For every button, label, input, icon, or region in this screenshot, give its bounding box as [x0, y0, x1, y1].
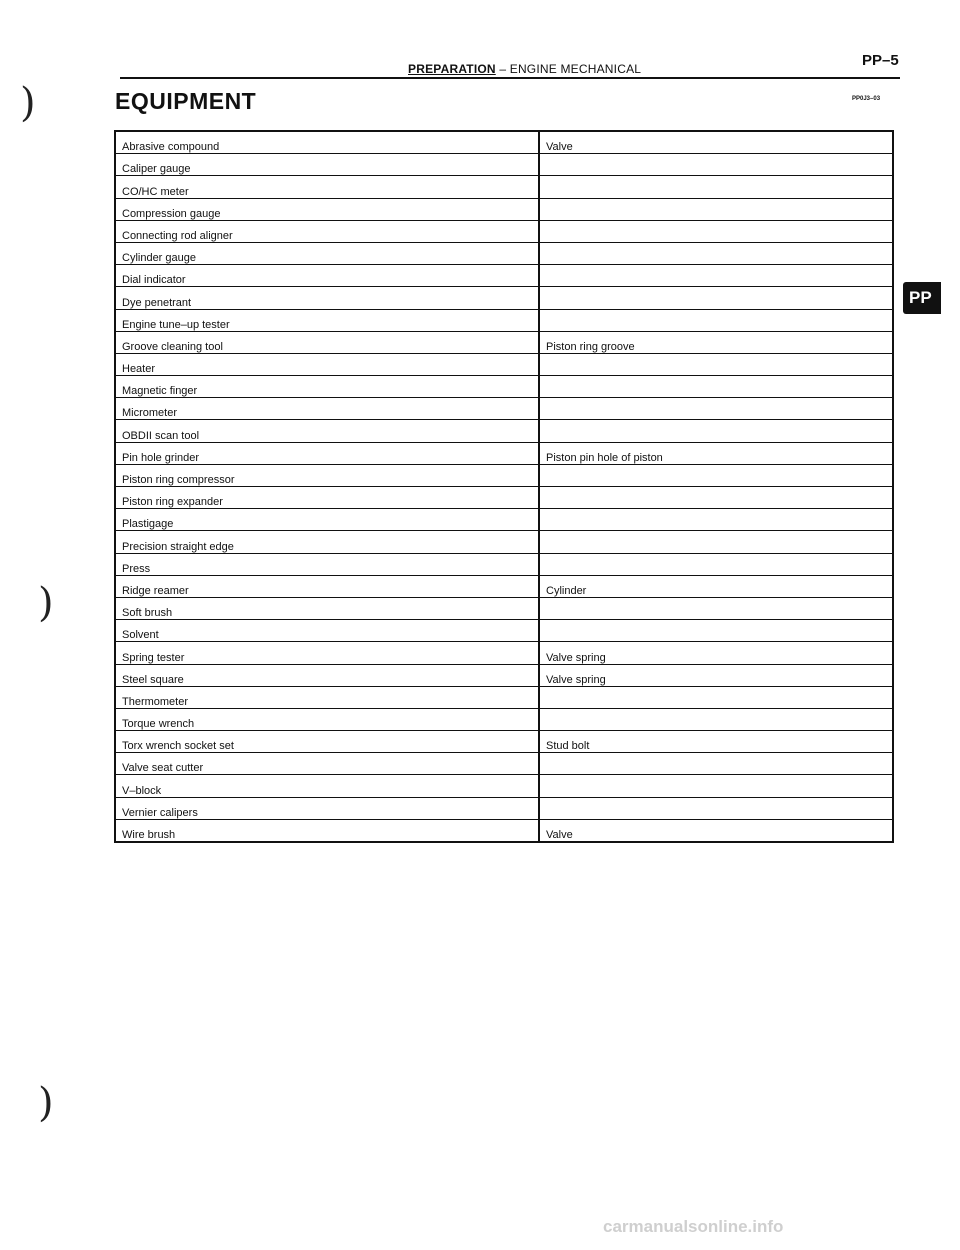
equipment-remark: Valve spring	[539, 664, 893, 686]
equipment-remark	[539, 509, 893, 531]
equipment-remark: Piston pin hole of piston	[539, 442, 893, 464]
table-row	[115, 575, 893, 597]
page-code: PP0J3–03	[852, 96, 881, 102]
equipment-remark	[539, 287, 893, 309]
header-rule	[120, 77, 900, 79]
table-row	[115, 597, 893, 619]
equipment-name: Soft brush	[115, 597, 539, 619]
table-row	[115, 265, 893, 287]
equipment-name: Press	[115, 553, 539, 575]
table-row	[115, 797, 893, 819]
equipment-remark	[539, 620, 893, 642]
equipment-name: Abrasive compound	[115, 131, 539, 154]
table-row	[115, 353, 893, 375]
header-separator: –	[499, 62, 507, 76]
table-row	[115, 487, 893, 509]
equipment-name: Connecting rod aligner	[115, 220, 539, 242]
equipment-remark	[539, 753, 893, 775]
equipment-remark: Piston ring groove	[539, 331, 893, 353]
equipment-remark	[539, 797, 893, 819]
equipment-remark	[539, 176, 893, 198]
equipment-name: Piston ring expander	[115, 487, 539, 509]
equipment-remark	[539, 220, 893, 242]
table-row	[115, 420, 893, 442]
equipment-remark: Valve	[539, 131, 893, 154]
equipment-remark	[539, 597, 893, 619]
equipment-remark	[539, 487, 893, 509]
equipment-name: Thermometer	[115, 686, 539, 708]
table-row	[115, 553, 893, 575]
equipment-remark	[539, 464, 893, 486]
page-number: PP–5	[862, 52, 899, 69]
table-row	[115, 376, 893, 398]
binder-hole-mark: )	[38, 580, 54, 626]
equipment-remark	[539, 708, 893, 730]
binder-hole-mark: )	[20, 80, 36, 126]
header-chapter: ENGINE MECHANICAL	[509, 62, 642, 76]
equipment-name: Valve seat cutter	[115, 753, 539, 775]
equipment-remark: Stud bolt	[539, 731, 893, 753]
table-row	[115, 642, 893, 664]
equipment-name: CO/HC meter	[115, 176, 539, 198]
table-row	[115, 287, 893, 309]
table-row	[115, 398, 893, 420]
equipment-name: Precision straight edge	[115, 531, 539, 553]
table-row	[115, 331, 893, 353]
table-row	[115, 198, 893, 220]
equipment-name: Vernier calipers	[115, 797, 539, 819]
equipment-name: Magnetic finger	[115, 376, 539, 398]
table-row	[115, 620, 893, 642]
equipment-remark	[539, 553, 893, 575]
table-row	[115, 131, 893, 154]
table-row	[115, 509, 893, 531]
binder-hole-mark: )	[38, 1080, 54, 1126]
table-row	[115, 154, 893, 176]
equipment-remark: Valve	[539, 819, 893, 842]
table-row	[115, 664, 893, 686]
equipment-remark: Valve spring	[539, 642, 893, 664]
equipment-name: Steel square	[115, 664, 539, 686]
table-row	[115, 220, 893, 242]
watermark: carmanualsonline.info	[603, 1217, 784, 1236]
equipment-remark	[539, 242, 893, 264]
equipment-name: V–block	[115, 775, 539, 797]
table-row	[115, 775, 893, 797]
equipment-name: Torque wrench	[115, 708, 539, 730]
equipment-name: Engine tune–up tester	[115, 309, 539, 331]
table-row	[115, 708, 893, 730]
equipment-remark	[539, 309, 893, 331]
table-row	[115, 176, 893, 198]
equipment-remark	[539, 353, 893, 375]
equipment-name: Cylinder gauge	[115, 242, 539, 264]
table-row	[115, 242, 893, 264]
equipment-name: Piston ring compressor	[115, 464, 539, 486]
equipment-name: Compression gauge	[115, 198, 539, 220]
table-row	[115, 464, 893, 486]
table-row	[115, 731, 893, 753]
equipment-name: OBDII scan tool	[115, 420, 539, 442]
table-row	[115, 442, 893, 464]
equipment-name: Pin hole grinder	[115, 442, 539, 464]
equipment-table	[114, 130, 894, 843]
equipment-remark	[539, 198, 893, 220]
table-row	[115, 753, 893, 775]
equipment-name: Micrometer	[115, 398, 539, 420]
equipment-name: Plastigage	[115, 509, 539, 531]
equipment-name: Wire brush	[115, 819, 539, 842]
equipment-name: Dial indicator	[115, 265, 539, 287]
section-title: EQUIPMENT	[115, 88, 257, 114]
equipment-remark	[539, 775, 893, 797]
equipment-remark	[539, 531, 893, 553]
equipment-name: Solvent	[115, 620, 539, 642]
table-row	[115, 686, 893, 708]
running-header	[408, 62, 641, 76]
equipment-name: Ridge reamer	[115, 575, 539, 597]
equipment-name: Groove cleaning tool	[115, 331, 539, 353]
header-section: PREPARATION	[408, 62, 496, 76]
equipment-remark: Cylinder	[539, 575, 893, 597]
equipment-name: Torx wrench socket set	[115, 731, 539, 753]
equipment-name: Caliper gauge	[115, 154, 539, 176]
equipment-name: Spring tester	[115, 642, 539, 664]
equipment-remark	[539, 265, 893, 287]
table-row	[115, 531, 893, 553]
equipment-name: Heater	[115, 353, 539, 375]
equipment-remark	[539, 376, 893, 398]
equipment-remark	[539, 154, 893, 176]
equipment-remark	[539, 398, 893, 420]
section-tab: PP	[903, 282, 941, 314]
table-row	[115, 309, 893, 331]
equipment-name: Dye penetrant	[115, 287, 539, 309]
equipment-remark	[539, 420, 893, 442]
equipment-remark	[539, 686, 893, 708]
table-row	[115, 819, 893, 842]
